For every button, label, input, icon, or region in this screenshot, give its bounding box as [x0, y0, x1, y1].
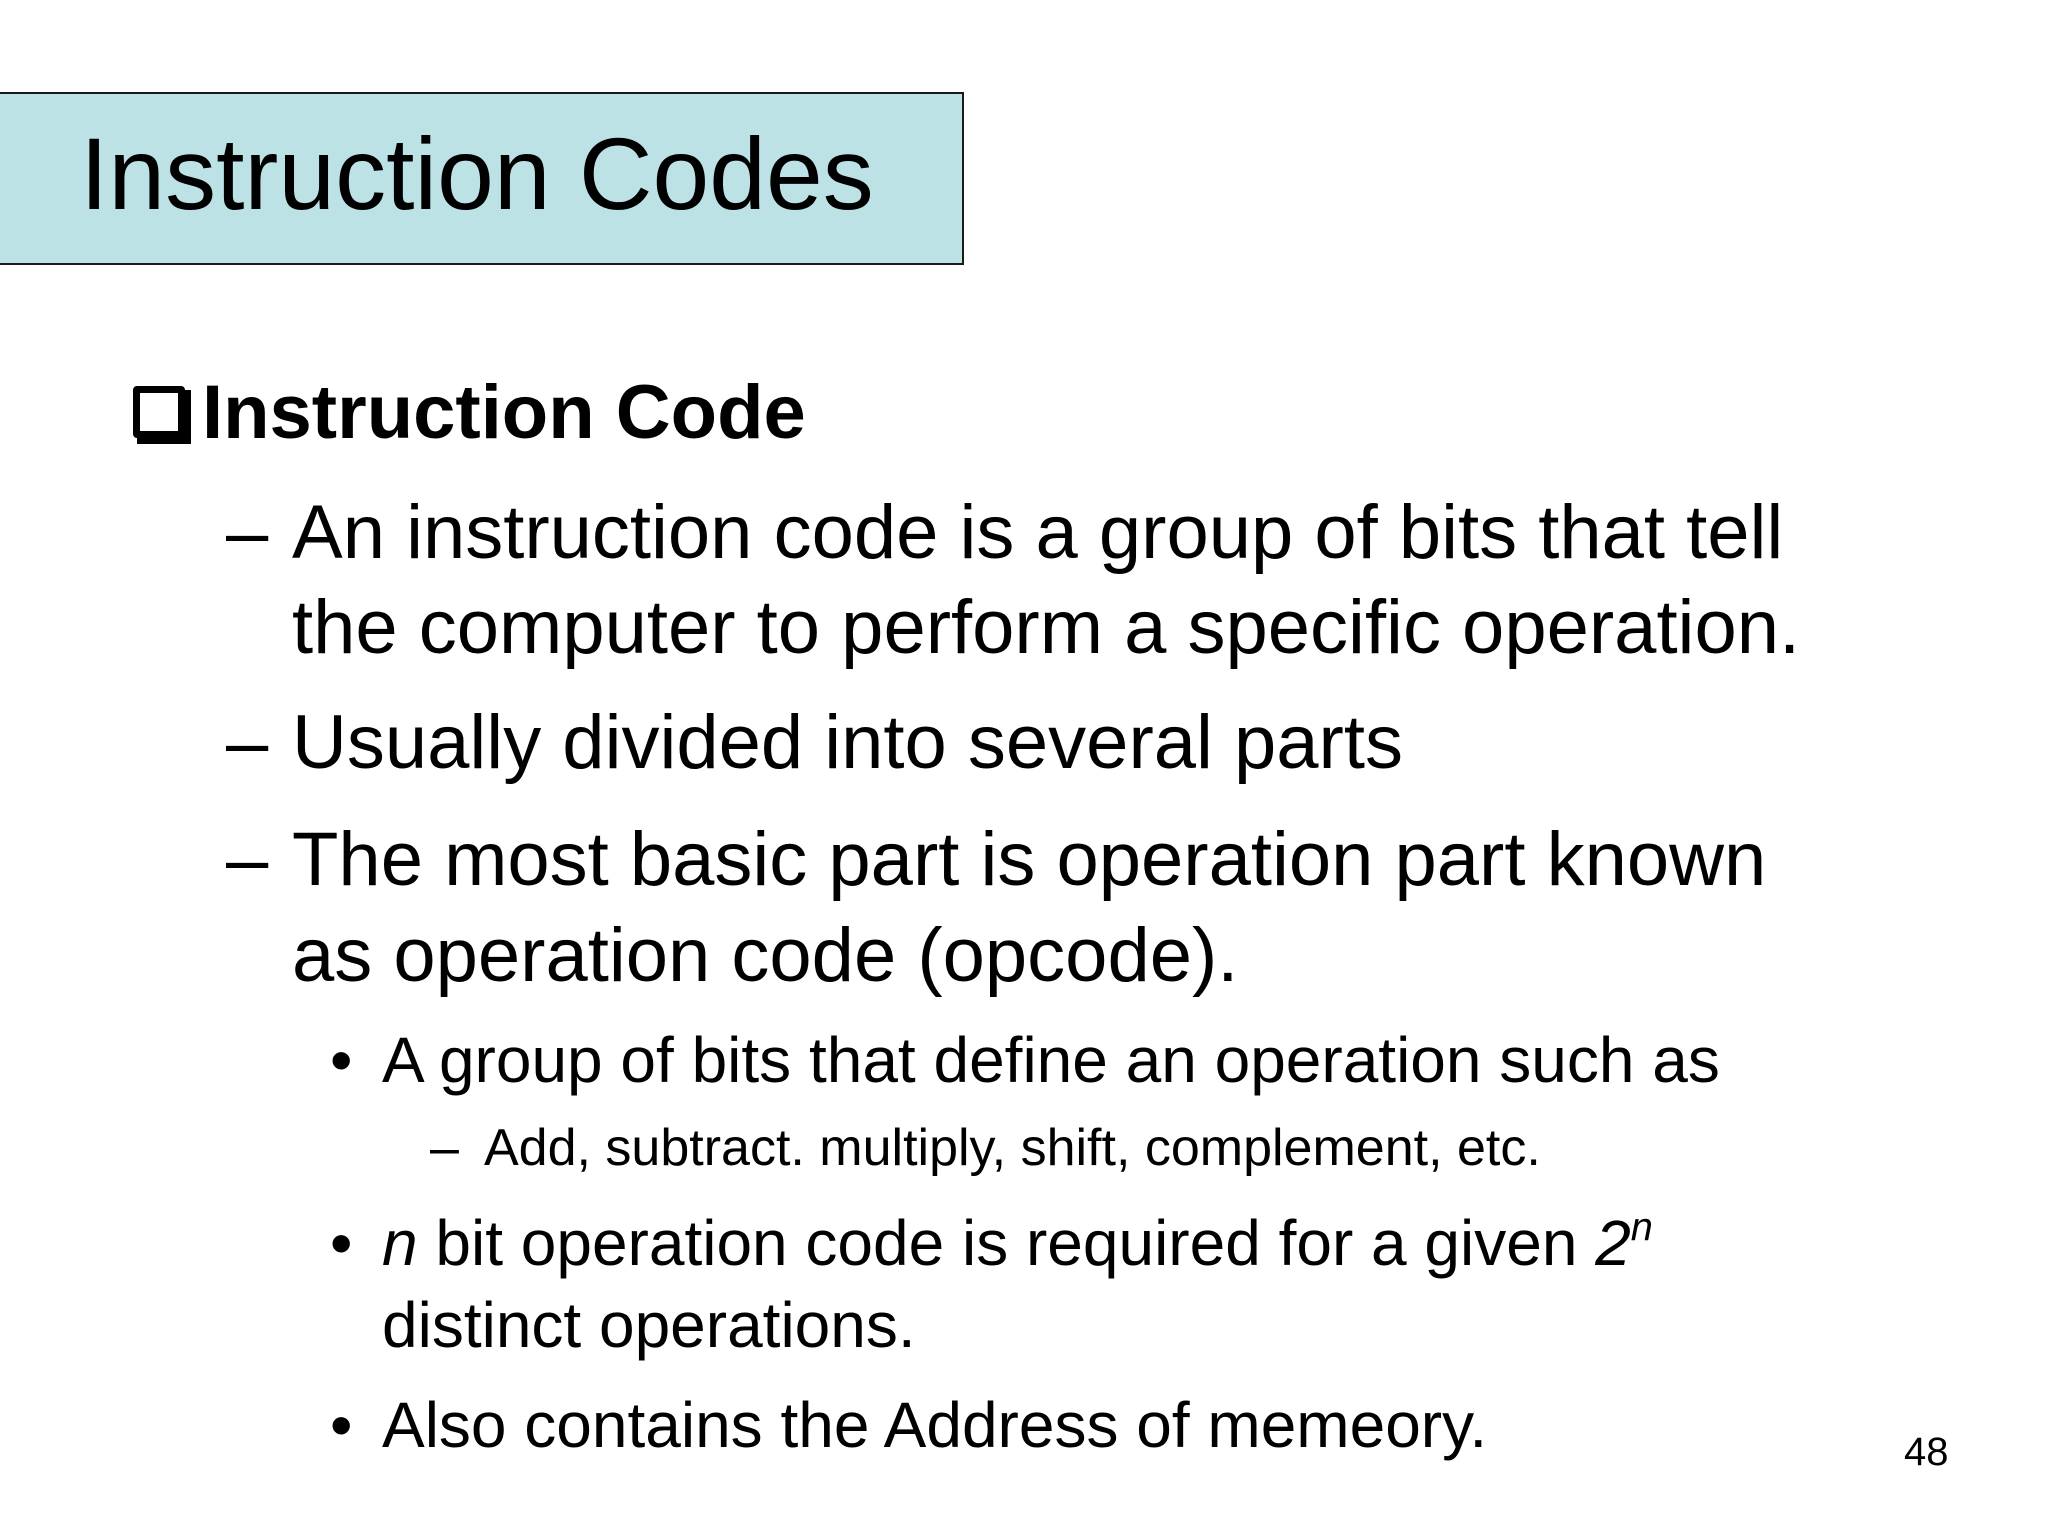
slide-title: Instruction Codes — [80, 117, 874, 231]
item-3-line-1: The most basic part is operation part known — [292, 817, 1767, 902]
n-bit-text: bit operation code is required for a given — [417, 1207, 1596, 1279]
item-1-line-2: the computer to perform a specific operation. — [292, 585, 1801, 670]
title-box — [0, 92, 964, 265]
item-1-line-1: An instruction code is a group of bits that tell — [292, 490, 1784, 575]
variable-n: n — [382, 1207, 418, 1279]
power-base: 2 — [1595, 1207, 1631, 1279]
item-2-line-1: Usually divided into several parts — [292, 700, 1403, 785]
bullet-marker: • — [330, 1024, 353, 1096]
dash-marker: – — [226, 490, 269, 575]
dash-marker: – — [430, 1119, 459, 1177]
subitem-examples: Add, subtract. multiply, shift, complement, etc. — [484, 1119, 1541, 1177]
bullet-marker: • — [330, 1389, 353, 1461]
dash-marker: – — [226, 817, 269, 902]
page-number: 48 — [1904, 1430, 1949, 1474]
dash-marker: – — [226, 700, 269, 785]
bullet-marker: • — [330, 1207, 353, 1279]
checkbox-bullet-icon — [133, 386, 185, 438]
section-heading: Instruction Code — [202, 370, 806, 455]
subitem-address: Also contains the Address of memeory. — [382, 1389, 1488, 1461]
subitem-group-of-bits: A group of bits that define an operation such as — [382, 1024, 1720, 1096]
power-exponent: n — [1630, 1205, 1653, 1250]
subitem-n-bit — [382, 1205, 1653, 1281]
subitem-n-bit-continuation: distinct operations. — [382, 1289, 916, 1361]
item-3-line-2: as operation code (opcode). — [292, 913, 1239, 998]
